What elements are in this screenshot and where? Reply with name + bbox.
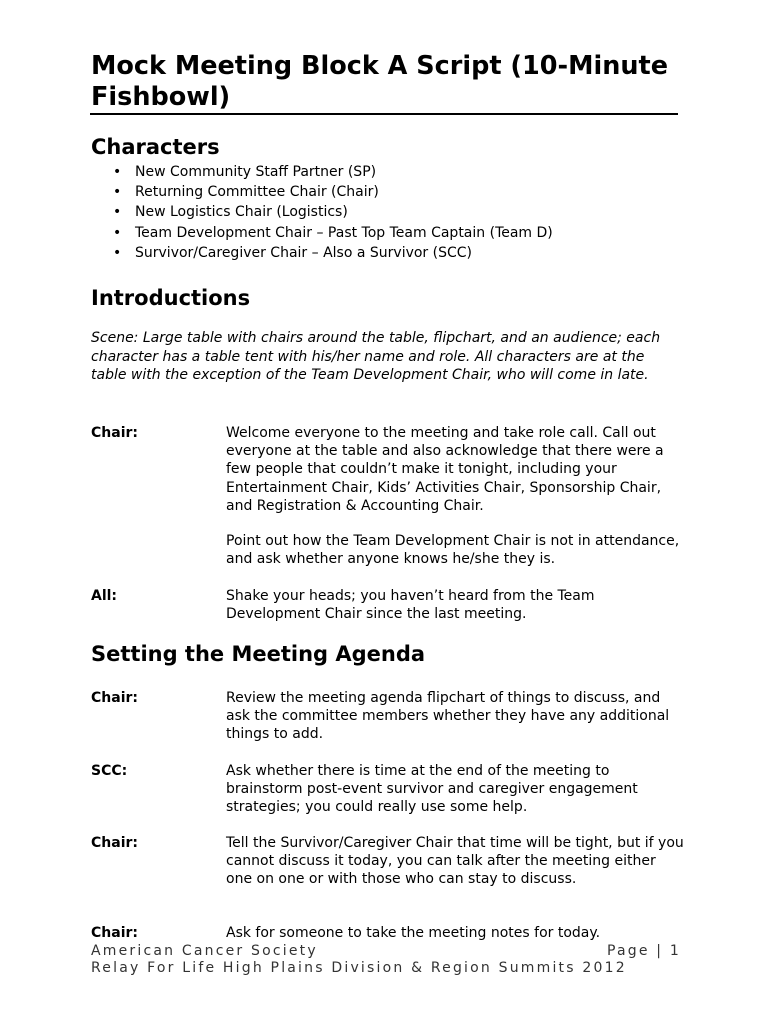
script-line: Point out how the Team Development Chair is not in attendance, and ask whether anyone knows he/she they is. xyxy=(226,533,680,568)
script-line: Welcome everyone to the meeting and take role call. Call out everyone at the table and also acknowledge that there were a few people that couldn’t make it tonight, including your Entertainment Chair, Kids’ Activities Chair, Sponsorship Chair, and Registration & Accounting Chair. xyxy=(226,425,664,514)
list-item: • Returning Committee Chair (Chair) xyxy=(113,182,553,202)
script-line: Review the meeting agenda flipchart of things to discuss, and ask the committee members whether they have any additional things to add. xyxy=(226,690,670,743)
speaker-label: SCC: xyxy=(91,763,128,779)
script-line: Tell the Survivor/Caregiver Chair that time will be tight, but if you cannot discuss it today, you can talk after the meeting either one on one or with those who can stay to discuss. xyxy=(226,835,684,888)
script-line: Ask whether there is time at the end of the meeting to brainstorm post-event survivor and caregiver engagement strategies; you could really use some help. xyxy=(226,763,638,816)
characters-list xyxy=(113,162,553,263)
page-number: Page | 1 xyxy=(606,943,681,959)
agenda-heading: Setting the Meeting Agenda xyxy=(91,642,426,666)
list-item: • Team Development Chair – Past Top Team Captain (Team D) xyxy=(113,223,553,243)
script-line: Ask for someone to take the meeting notes for today. xyxy=(226,925,601,941)
script-line: Shake your heads; you haven’t heard from the Team Development Chair since the last meeting. xyxy=(226,588,595,623)
scene-description: Scene: Large table with chairs around the table, flipchart, and an audience; each character has a table tent with his/her name and role. All characters are at the table with the exception of the Team Development Chair, who will come in late. xyxy=(91,330,661,383)
characters-heading: Characters xyxy=(91,135,220,159)
list-item: • New Logistics Chair (Logistics) xyxy=(113,202,553,222)
list-item: • New Community Staff Partner (SP) xyxy=(113,162,553,182)
footer-org: American Cancer Society xyxy=(91,943,318,959)
speaker-label: Chair: xyxy=(91,835,138,851)
title-underline xyxy=(90,113,678,115)
speaker-label: Chair: xyxy=(91,425,138,441)
footer-org-line xyxy=(91,943,681,960)
page-title: Mock Meeting Block A Script (10-Minute Fishbowl) xyxy=(91,51,669,112)
introductions-heading: Introductions xyxy=(91,286,251,310)
speaker-label: Chair: xyxy=(91,690,138,706)
speaker-label: All: xyxy=(91,588,118,604)
speaker-label: Chair: xyxy=(91,925,138,941)
footer-event: Relay For Life High Plains Division & Region Summits 2012 xyxy=(91,960,627,976)
list-item: • Survivor/Caregiver Chair – Also a Survivor (SCC) xyxy=(113,243,553,263)
